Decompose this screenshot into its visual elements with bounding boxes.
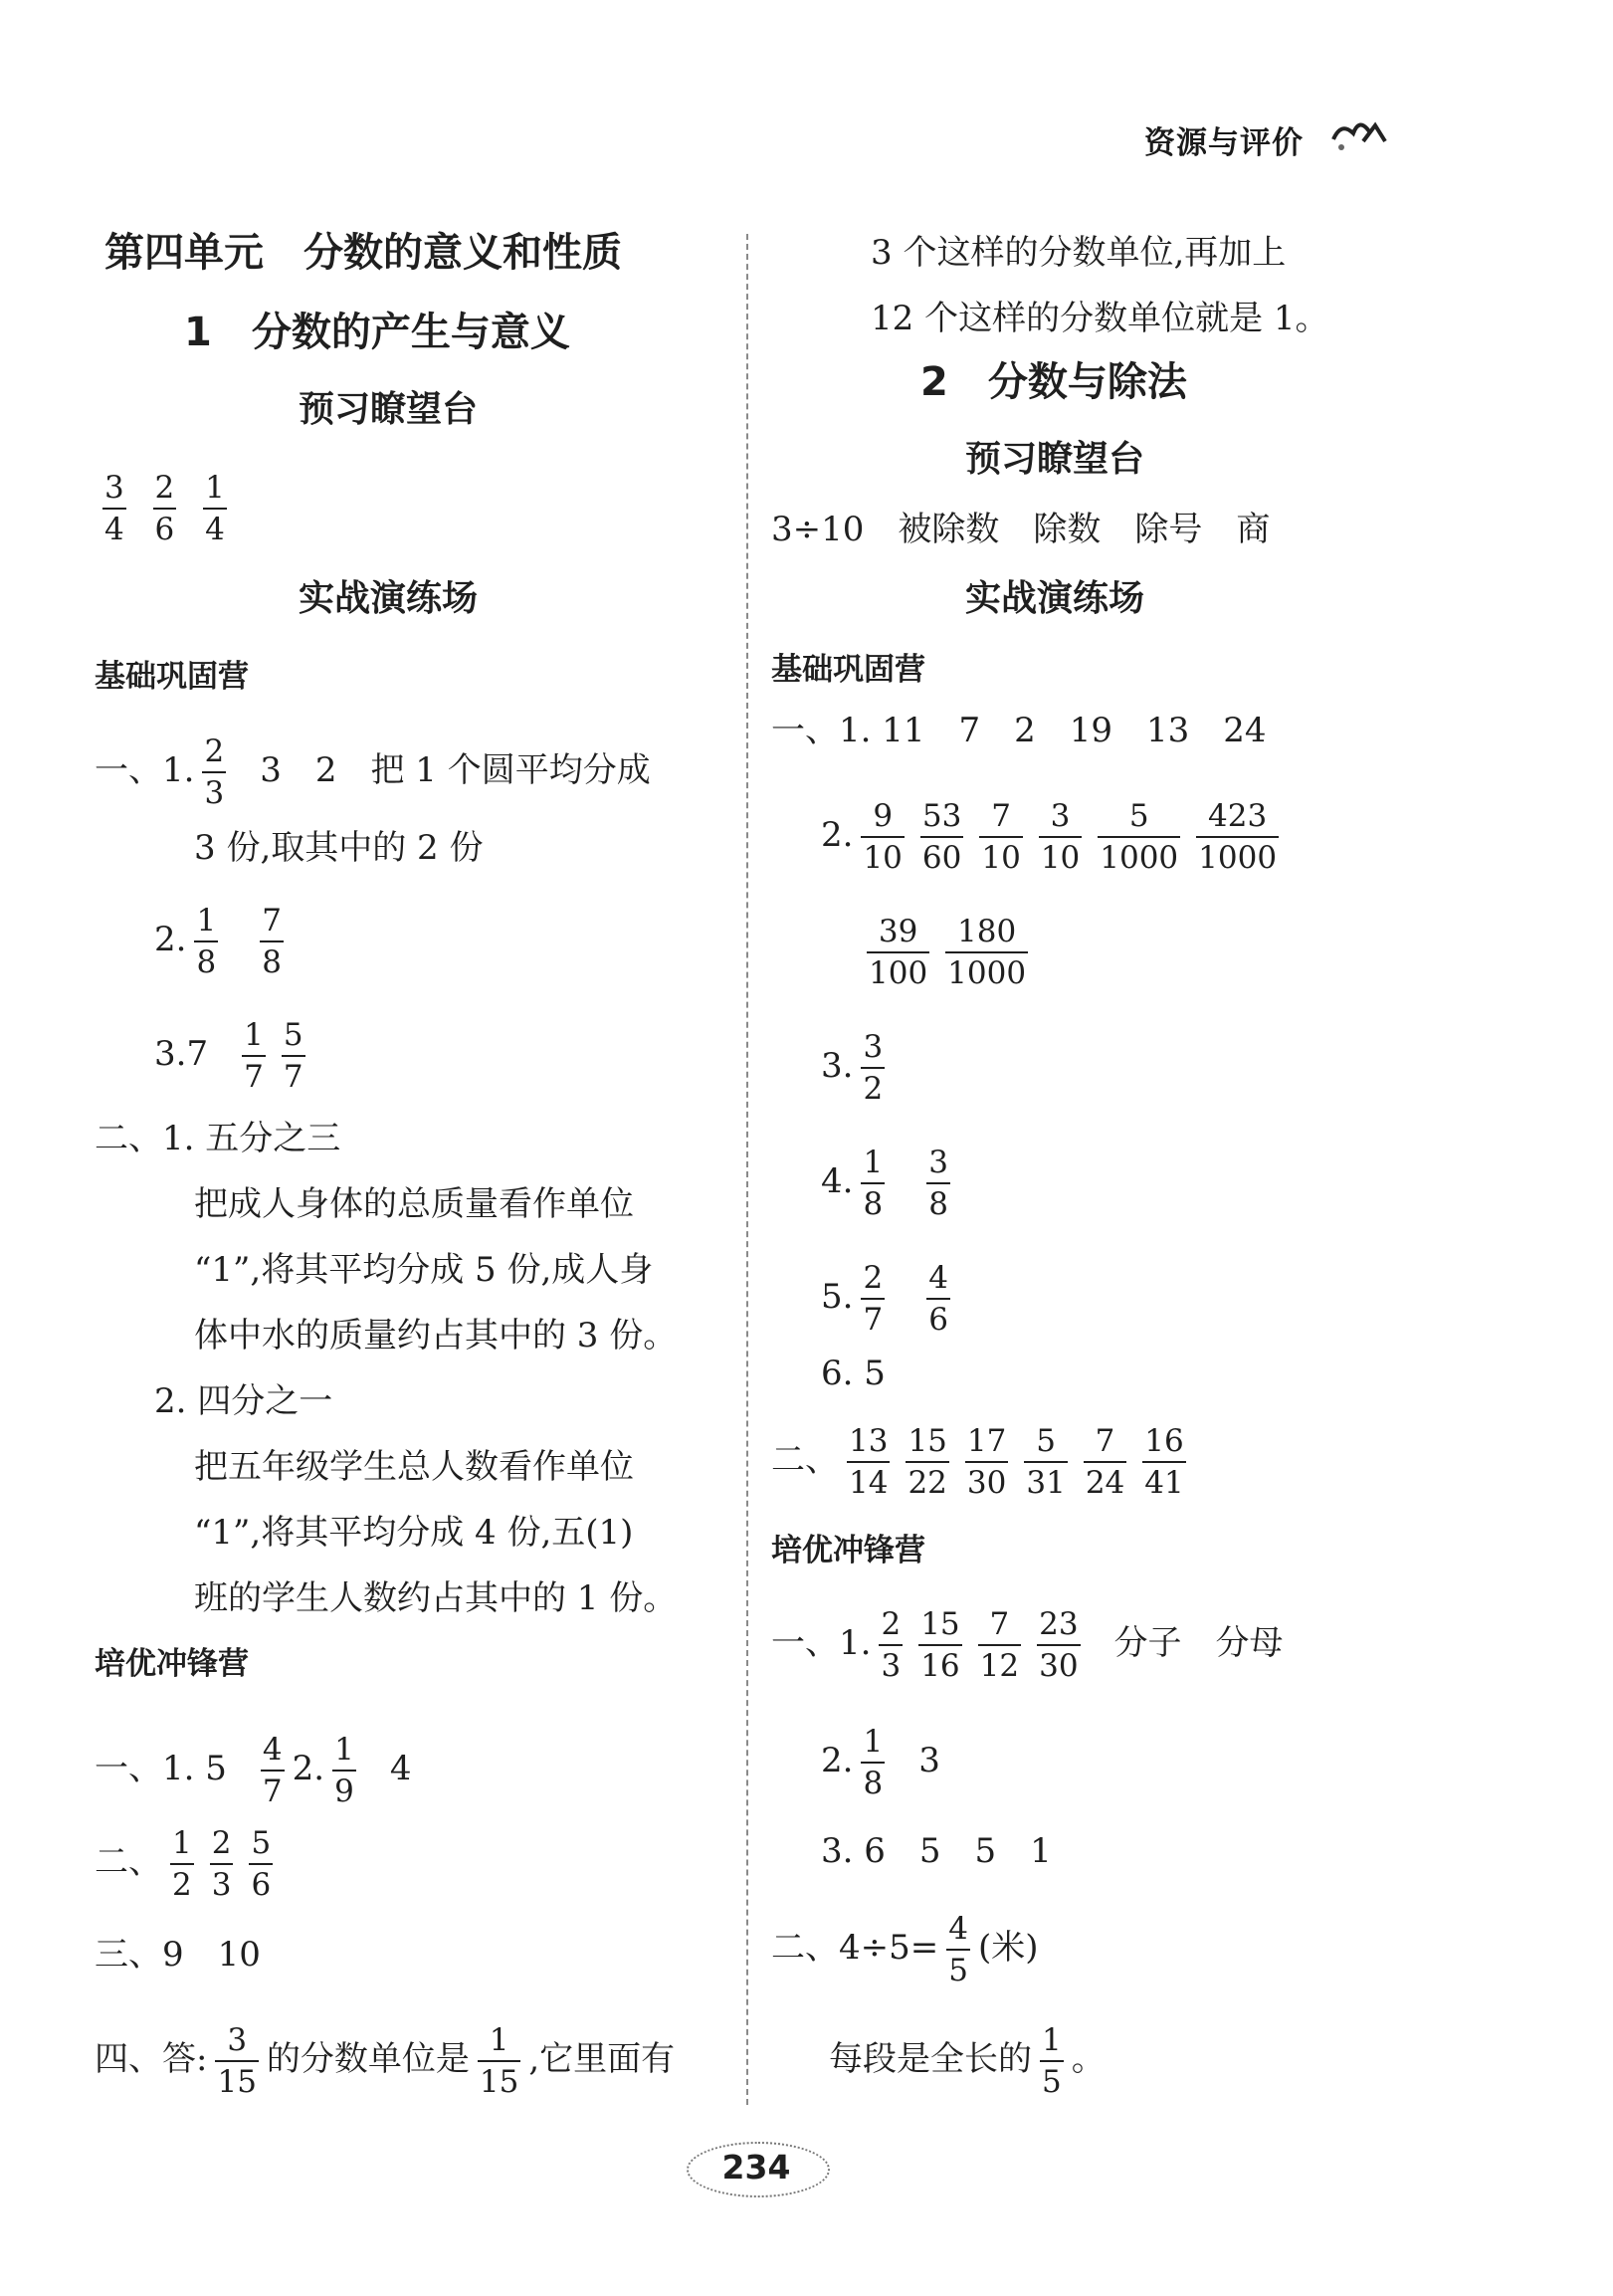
fraction: $\frac{1}{15}$	[479, 2022, 519, 2100]
answer-text: “1”,将其平均分成 4 份,五(1)	[194, 1513, 634, 1553]
answer-line: 4. $\frac{1}{8}$ $\frac{3}{8}$	[821, 1145, 948, 1222]
answer-line: 2. $\frac{9}{10}$ $\frac{53}{60}$ $\frac{7}{10}$ $\frac{3}{10}$ $\frac{5}{1000}$ $\frac{423}{1000}$	[821, 798, 1278, 876]
fraction: $\frac{7}{24}$	[1085, 1423, 1125, 1501]
fraction: $\frac{5}{1000}$	[1100, 798, 1179, 876]
advanced-group-title: 培优冲锋营	[95, 1646, 249, 1682]
fraction: $\frac{2}{3}$	[211, 1825, 232, 1903]
fraction: $\frac{1}{8}$	[863, 1724, 884, 1801]
page-number: 234	[721, 2148, 791, 2187]
unit-title: 第四单元 分数的意义和性质	[104, 230, 622, 276]
answer-line: 2. $\frac{1}{8}$ 3	[821, 1724, 940, 1801]
fraction: $\frac{3}{10}$	[1040, 798, 1081, 876]
fraction: $\frac{180}{1000}$	[947, 914, 1027, 991]
fraction: $\frac{7}{12}$	[979, 1606, 1020, 1684]
fraction: $\frac{1}{2}$	[172, 1825, 192, 1903]
answer-line: 一、1. 11 7 2 19 13 24	[771, 711, 1267, 750]
basic-group-title: 基础巩固营	[95, 659, 249, 695]
fraction: $\frac{1}{7}$	[244, 1017, 264, 1095]
answer-line: 3. $\frac{3}{2}$	[821, 1029, 884, 1107]
column-divider	[746, 234, 748, 2105]
answer-line: 二、1. 五分之三	[95, 1119, 341, 1158]
answer-line: 3.7 $\frac{1}{7}$ $\frac{5}{7}$	[154, 1017, 303, 1095]
answer-line: 三、9 10	[95, 1935, 261, 1975]
fraction: $\frac{23}{30}$	[1039, 1606, 1079, 1684]
fraction: $\frac{4}{6}$	[928, 1260, 948, 1338]
answer-line: 一、1. $\frac{2}{3}$ $\frac{15}{16}$ $\frac{7}{12}$ $\frac{23}{30}$ 分子 分母	[771, 1606, 1284, 1684]
answer-line: 二、 $\frac{1}{2}$ $\frac{2}{3}$ $\frac{5}{6}$	[95, 1825, 272, 1903]
answer-text: 把成人身体的总质量看作单位	[194, 1184, 634, 1224]
fraction: $\frac{2}{6}$	[154, 470, 175, 547]
answer-line: 2. 四分之一	[154, 1381, 333, 1421]
fraction: $\frac{423}{1000}$	[1198, 798, 1278, 876]
answer-text: 班的学生人数约占其中的 1 份。	[194, 1578, 678, 1618]
answer-line: 2. $\frac{1}{8}$ $\frac{7}{8}$	[154, 903, 282, 980]
preview-answers	[95, 468, 235, 549]
fraction: $\frac{15}{16}$	[920, 1606, 960, 1684]
practice-title: 实战演练场	[965, 578, 1145, 619]
fraction: $\frac{1}{4}$	[205, 470, 225, 547]
fraction: $\frac{5}{7}$	[283, 1017, 303, 1095]
answer-line: 3. 6 5 5 1	[821, 1831, 1052, 1871]
fraction: $\frac{2}{3}$	[881, 1606, 902, 1684]
answer-line: 5. $\frac{2}{7}$ $\frac{4}{6}$	[821, 1260, 948, 1338]
fraction: $\frac{4}{7}$	[262, 1732, 283, 1809]
fraction: $\frac{5}{31}$	[1026, 1423, 1066, 1501]
continuation-text: 3 个这样的分数单位,再加上	[871, 233, 1287, 273]
answer-line: 四、答: $\frac{3}{15}$ 的分数单位是 $\frac{1}{15}$ ,它里面有	[95, 2022, 676, 2100]
fraction: $\frac{1}{9}$	[334, 1732, 354, 1809]
answer-text: 体中水的质量约占其中的 3 份。	[194, 1316, 678, 1356]
answer-line: 一、1. 5 $\frac{4}{7}$ 2. $\frac{1}{9}$ 4	[95, 1732, 412, 1809]
fraction: $\frac{3}{2}$	[863, 1029, 884, 1107]
running-header: 资源与评价	[1144, 125, 1304, 161]
section-title: 2 分数与除法	[920, 359, 1187, 405]
practice-title: 实战演练场	[299, 578, 479, 619]
answer-line: 二、4÷5= $\frac{4}{5}$ (米)	[771, 1911, 1039, 1988]
section-title: 1 分数的产生与意义	[184, 310, 570, 355]
fraction: $\frac{3}{15}$	[217, 2022, 257, 2100]
advanced-group-title: 培优冲锋营	[771, 1533, 925, 1568]
fraction: $\frac{1}{8}$	[863, 1145, 884, 1222]
basic-group-title: 基础巩固营	[771, 652, 925, 688]
fraction: $\frac{9}{10}$	[863, 798, 903, 876]
preview-answers: 3÷10 被除数 除数 除号 商	[771, 510, 1271, 549]
continuation-text: 12 个这样的分数单位就是 1。	[871, 299, 1329, 338]
answer-line: 6. 5	[821, 1354, 886, 1393]
preview-title: 预习瞭望台	[965, 439, 1145, 480]
fraction: $\frac{4}{5}$	[948, 1911, 968, 1988]
fraction: $\frac{13}{14}$	[849, 1423, 889, 1501]
fraction: $\frac{53}{60}$	[921, 798, 962, 876]
fraction: $\frac{2}{7}$	[863, 1260, 884, 1338]
fraction: $\frac{3}{8}$	[928, 1145, 948, 1222]
fraction: $\frac{16}{41}$	[1144, 1423, 1184, 1501]
header-decoration-icon	[1329, 111, 1389, 166]
fraction: $\frac{39}{100}$	[869, 914, 928, 991]
fraction: $\frac{5}{6}$	[251, 1825, 272, 1903]
answer-line: 3 份,取其中的 2 份	[194, 828, 484, 868]
answer-line: 一、1. $\frac{2}{3}$ 3 2 把 1 个圆平均分成	[95, 733, 651, 811]
fraction: $\frac{7}{10}$	[981, 798, 1021, 876]
fraction: $\frac{3}{4}$	[104, 470, 124, 547]
fraction: $\frac{7}{8}$	[262, 903, 282, 980]
answer-line: 每段是全长的 $\frac{1}{5}$ 。	[829, 2022, 1106, 2100]
fraction: $\frac{17}{30}$	[966, 1423, 1007, 1501]
fraction: $\frac{1}{8}$	[196, 903, 217, 980]
fraction: $\frac{15}{22}$	[907, 1423, 947, 1501]
fraction: $\frac{2}{3}$	[204, 733, 225, 811]
fraction: $\frac{1}{5}$	[1042, 2022, 1062, 2100]
answer-text: “1”,将其平均分成 5 份,成人身	[194, 1250, 654, 1290]
answer-line	[859, 912, 1036, 993]
answer-line: 二、 $\frac{13}{14}$ $\frac{15}{22}$ $\frac{17}{30}$ $\frac{5}{31}$ $\frac{7}{24}$ $\frac{16}{41}$	[771, 1423, 1184, 1501]
answer-text: 把五年级学生总人数看作单位	[194, 1447, 634, 1487]
preview-title: 预习瞭望台	[299, 389, 479, 430]
